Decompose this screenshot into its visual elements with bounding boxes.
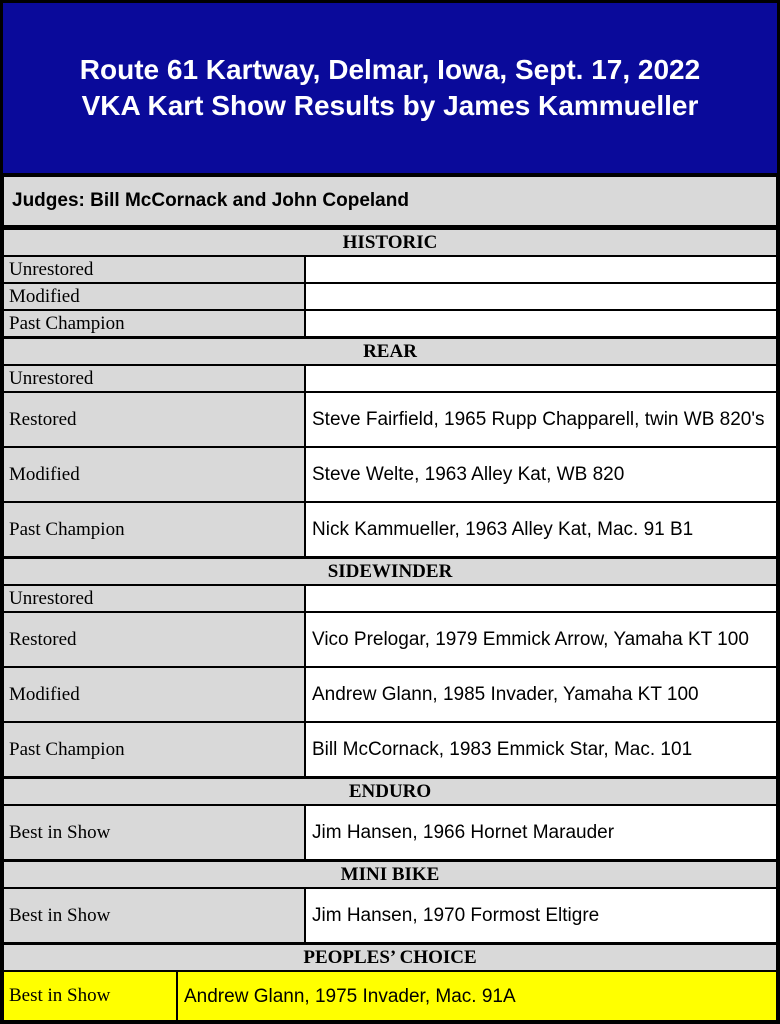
winner-entry: Vico Prelogar, 1979 Emmick Arrow, Yamaha KT 100 [305, 612, 777, 667]
winner-entry [305, 283, 777, 310]
category-label: Modified [3, 447, 305, 502]
category-label: Restored [3, 392, 305, 447]
title-block [3, 3, 777, 173]
category-label: Modified [3, 283, 305, 310]
table-row [3, 612, 777, 667]
table-row [3, 256, 777, 283]
judges-row [3, 176, 777, 226]
category-label: Modified [3, 667, 305, 722]
winner-entry: Andrew Glann, 1985 Invader, Yamaha KT 100 [305, 667, 777, 722]
winner-entry [305, 256, 777, 283]
title-line-1: Route 61 Kartway, Delmar, Iowa, Sept. 17, 2022 [79, 54, 701, 85]
section-title: REAR [3, 338, 777, 365]
judges-text: Judges: Bill McCornack and John Copeland [3, 176, 777, 226]
section-header-historic [3, 229, 777, 256]
winner-entry [305, 585, 777, 612]
winner-entry: Andrew Glann, 1975 Invader, Mac. 91A [177, 971, 777, 1021]
category-label: Best in Show [3, 888, 305, 943]
table-row [3, 392, 777, 447]
table-row [3, 667, 777, 722]
winner-entry: Steve Welte, 1963 Alley Kat, WB 820 [305, 447, 777, 502]
section-header-sidewinder [3, 558, 777, 585]
table-row [3, 585, 777, 612]
table-row [3, 722, 777, 777]
section-header-rear [3, 338, 777, 365]
table-row [3, 447, 777, 502]
winner-entry: Steve Fairfield, 1965 Rupp Chapparell, twin WB 820's [305, 392, 777, 447]
section-title: HISTORIC [3, 229, 777, 256]
table-row [3, 888, 777, 943]
section-title: SIDEWINDER [3, 558, 777, 585]
winner-entry: Jim Hansen, 1970 Formost Eltigre [305, 888, 777, 943]
section-title: PEOPLES’ CHOICE [3, 944, 777, 971]
winner-entry: Bill McCornack, 1983 Emmick Star, Mac. 101 [305, 722, 777, 777]
category-label: Unrestored [3, 256, 305, 283]
winner-entry: Jim Hansen, 1966 Hornet Marauder [305, 805, 777, 860]
table-row-highlighted [3, 971, 777, 1021]
table-row [3, 283, 777, 310]
winner-entry [305, 365, 777, 392]
winner-entry: Nick Kammueller, 1963 Alley Kat, Mac. 91 B1 [305, 502, 777, 557]
section-header-enduro [3, 778, 777, 805]
title-line-2: VKA Kart Show Results by James Kammueller [81, 90, 699, 121]
category-label: Past Champion [3, 502, 305, 557]
category-label: Unrestored [3, 585, 305, 612]
section-title: ENDURO [3, 778, 777, 805]
table-row [3, 805, 777, 860]
category-label: Best in Show [3, 971, 177, 1021]
category-label: Past Champion [3, 722, 305, 777]
category-label: Restored [3, 612, 305, 667]
table-row [3, 310, 777, 337]
table-row [3, 502, 777, 557]
category-label: Best in Show [3, 805, 305, 860]
table-row [3, 365, 777, 392]
section-header-minibike [3, 861, 777, 888]
winner-entry [305, 310, 777, 337]
category-label: Unrestored [3, 365, 305, 392]
category-label: Past Champion [3, 310, 305, 337]
section-header-peoples-choice [3, 944, 777, 971]
section-title: MINI BIKE [3, 861, 777, 888]
